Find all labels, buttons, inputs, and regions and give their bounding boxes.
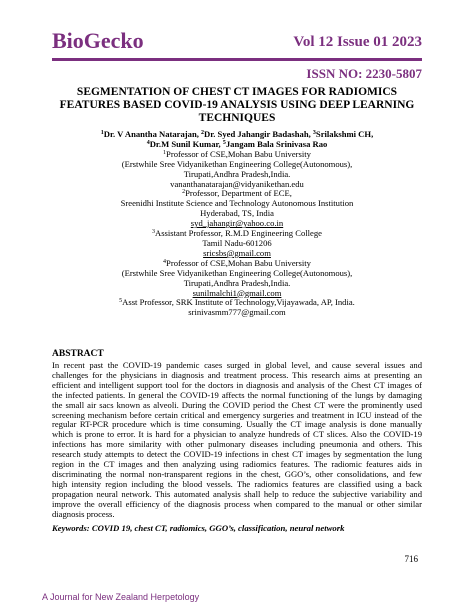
affiliation-text: Hyderabad, TS, India <box>200 208 274 219</box>
abstract-line: diagnosis process. <box>52 508 115 519</box>
journal-name: BioGecko <box>52 28 144 53</box>
affiliation-list <box>52 150 422 318</box>
affiliation-text: sunilmalchi1@gmail.com <box>192 287 282 298</box>
abstract-body <box>52 361 422 520</box>
page-number: 716 <box>404 554 418 564</box>
affiliation-text: Asst Professor, SRK Institute of Technology,Vijayawada, AP, India. <box>122 297 355 308</box>
abstract-line: discriminating the normal non-transparent regions in the chest, GGO’s, other consolidations, and few <box>52 468 422 479</box>
affiliation-sup: 3 <box>152 229 155 236</box>
volume-issue: Vol 12 Issue 01 2023 <box>293 34 422 50</box>
header-rule <box>52 58 422 61</box>
abstract-line: screening mechanism before certain critical and emergency surgeries and treatment in ICU instead of the <box>52 409 422 420</box>
abstract-line: region in the CT images and then analyzing using radiomics features. The radiomic features aids in <box>52 459 422 470</box>
abstract-line: improve the overall efficiency of the diagnosis process when compared to the manual or other similar <box>52 498 422 509</box>
author-name: Dr. Syed Jahangir Badashah, <box>204 129 313 139</box>
affiliation-text: Professor of CSE,Mohan Babu University <box>166 148 311 159</box>
footer-journal: A Journal for New Zealand Herpetology <box>42 592 200 602</box>
affiliation-text: Assistant Professor, R.M.D Engineering College <box>155 228 322 239</box>
affiliation-text: Professor of CSE,Mohan Babu University <box>166 257 311 268</box>
author-sup: 5 <box>222 139 226 146</box>
affiliation-text: Sreenidhi Institute Science and Technology Autonomous Institution <box>120 198 354 209</box>
title-line: TECHNIQUES <box>198 112 276 124</box>
abstract-line: In recent past the COVID-19 pandemic cases surged in global level, and cause several issues and <box>52 360 422 370</box>
affiliation-line <box>52 308 422 318</box>
author-sup: 2 <box>201 130 205 136</box>
affiliation-text: (Erstwhile Sree Vidyanikethan Engineering College(Autonomous), <box>121 158 353 169</box>
abstract-line: regular RT-PCR procedure which is time consuming. Usually the CT image analysis is done manually <box>52 419 422 430</box>
affiliation-text: Tirupati,Andhra Pradesh,India. <box>183 277 291 288</box>
affiliation-text: sricsbs@gmail.com <box>203 247 271 258</box>
author-sup: 4 <box>146 139 150 146</box>
abstract-line: the infected patients. In general the COVID-19 affects the normal functioning of the lungs by damaging <box>52 389 422 400</box>
affiliation-text: Professor, Department of ECE, <box>185 188 292 199</box>
affiliation-text: srinivasmm777@gmail.com <box>188 307 286 318</box>
paper-title <box>52 86 422 125</box>
affiliation-text: vananthanatarajan@vidyanikethan.edu <box>170 178 304 189</box>
author-name: Srilakshmi CH, <box>315 129 374 139</box>
affiliation-sup: 4 <box>163 258 167 265</box>
author-name: Dr. V Anantha Natarajan, <box>103 129 202 139</box>
affiliation-text: syd_jahangir@yahoo.co.in <box>190 218 284 229</box>
abstract-line: high intensity region including the blood vessels. The radiomics features are classified using a back <box>52 478 422 489</box>
affiliation-text: (Erstwhile Sree Vidyanikethan Engineering College(Autonomous), <box>121 267 353 278</box>
affiliation-sup: 1 <box>163 149 167 156</box>
title-line: SEGMENTATION OF CHEST CT IMAGES FOR RADIOMICS <box>76 86 398 98</box>
author-sup: 3 <box>312 130 316 136</box>
affiliation-text: Tirupati,Andhra Pradesh,India. <box>183 168 291 179</box>
affiliation-sup: 2 <box>182 189 186 196</box>
title-line: FEATURES BASED COVID-19 ANALYSIS USING DEEP LEARNING <box>59 99 415 111</box>
abstract-heading: ABSTRACT <box>52 349 104 359</box>
abstract-line: efficient and intelligent support tool for the doctors in diagnosis and analysis of the Chest CT images of <box>52 379 422 390</box>
issn: ISSN NO: 2230-5807 <box>306 66 422 81</box>
abstract-line: challenges for the physicians in diagnosis and treatment process. This research aims at presenting an <box>52 369 422 380</box>
abstract-line: infections has more similarity with other pulmonary diseases including pneumonia and others. This <box>52 439 422 450</box>
abstract-line: which is prone to error. It is hard for a physician to analyze hundreds of CT slices. Also the COVID-19 <box>52 429 422 440</box>
abstract-line: the small air sacs known as alveoli. During the COVID period the Chest CT were the prominently used <box>52 399 422 410</box>
affiliation-text: Tamil Nadu-601206 <box>202 237 272 248</box>
author-name: Jangam Bala Srinivasa Rao <box>225 138 328 149</box>
abstract-line: propagation neural network. This automated analysis shall help to reduce the subjective variability and <box>52 488 422 499</box>
abstract-line: research study attempts to detect the COVID-19 infections in chest CT images by segmentation the lung <box>52 449 422 460</box>
author-sup: 1 <box>100 130 104 136</box>
affiliation-sup: 5 <box>119 298 123 305</box>
author-block <box>52 130 422 318</box>
author-name: Dr.M Sunil Kumar, <box>149 138 223 149</box>
keywords: Keywords: COVID 19, chest CT, radiomics, GGO’s, classification, neural network <box>52 523 345 533</box>
